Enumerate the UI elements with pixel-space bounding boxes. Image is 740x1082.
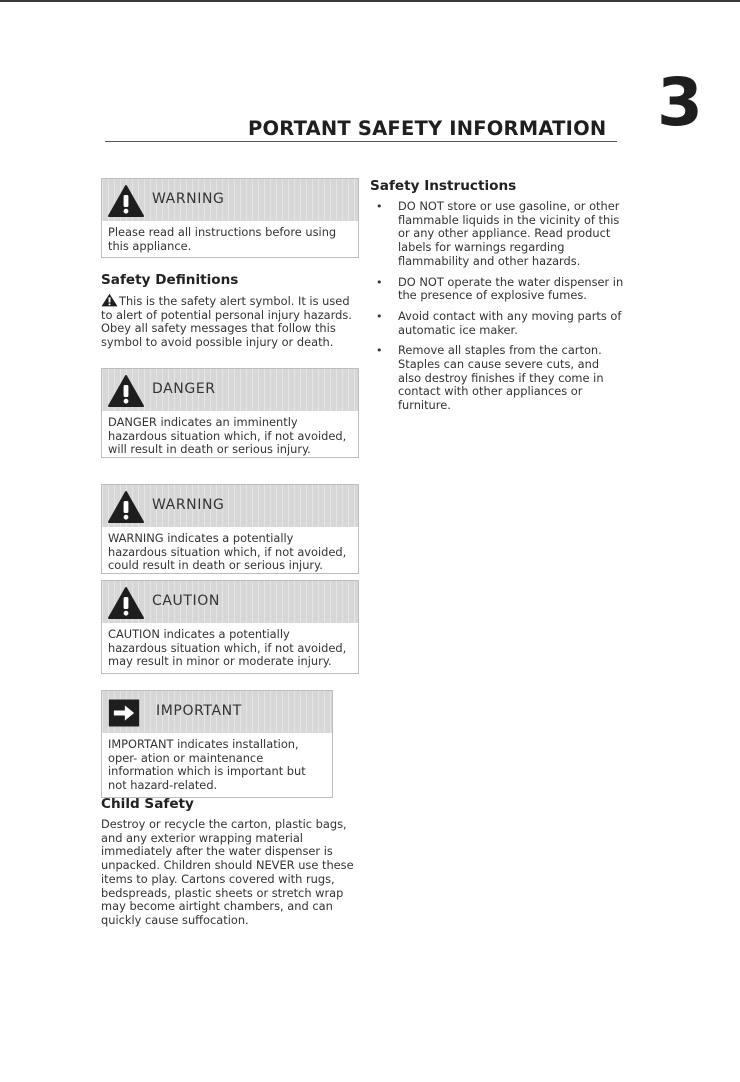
danger-box: [101, 368, 359, 458]
list-item-text: DO NOT store or use gasoline, or other flammable liquids in the vicinity of this or any other appliance. Read product labels for warnings regarding flammability and other hazards.: [398, 199, 620, 268]
warning-triangle-icon: [107, 490, 145, 524]
top-page-rule: [0, 0, 740, 2]
safety-instructions-heading: Safety Instructions: [370, 178, 517, 194]
child-safety-text: Destroy or recycle the carton, plastic bags, and any exterior wrapping material immediately after the water dispenser is unpacked. Children should NEVER use these items to play. Cartons covered with rugs, bedspreads, plastic sheets or stretch wrap may become airtight chambers, and can quickly cause suffocation.: [101, 817, 354, 927]
list-item: [370, 310, 625, 337]
safety-definitions-text: This is the safety alert symbol. It is used to alert of potential personal injury hazards. Obey all safety messages that follow this symbol to avoid possible injury or death.: [101, 294, 352, 350]
safety-definitions-paragraph: [101, 293, 357, 350]
danger-text: DANGER indicates an imminently hazardous situation which, if not avoided, will result in death or serious injury.: [108, 415, 347, 457]
bullet-marker: •: [376, 344, 383, 358]
important-label: IMPORTANT: [156, 703, 242, 719]
danger-header: [102, 369, 358, 411]
section-title: PORTANT SAFETY INFORMATION: [248, 117, 607, 140]
list-item: [370, 200, 625, 269]
list-item-text: Avoid contact with any moving parts of automatic ice maker.: [398, 308, 622, 337]
child-safety-heading: Child Safety: [101, 796, 194, 812]
danger-triangle-icon: [107, 374, 145, 408]
important-box: [101, 690, 333, 798]
list-item: [370, 344, 625, 413]
caution-header: [102, 581, 358, 623]
caution-triangle-icon: [107, 586, 145, 620]
warning-intro-text: Please read all instructions before using this appliance.: [108, 225, 337, 253]
important-header: [102, 691, 332, 733]
warning-text: WARNING indicates a potentially hazardous situation which, if not avoided, could result in death or serious injury.: [108, 531, 347, 573]
important-text: IMPORTANT indicates installation, oper- ation or maintenance information which is important but not hazard-related.: [108, 737, 306, 793]
arrow-right-icon: [108, 698, 140, 728]
warning-intro-box: [101, 178, 359, 258]
danger-label: DANGER: [152, 381, 216, 397]
page-number: 3: [657, 64, 703, 141]
warning-intro-label: WARNING: [152, 191, 225, 207]
list-item-text: DO NOT operate the water dispenser in the presence of explosive fumes.: [398, 274, 624, 303]
warning-box: [101, 484, 359, 574]
warning-label: WARNING: [152, 497, 225, 513]
safety-instructions-list: [370, 200, 625, 420]
caution-box: [101, 580, 359, 674]
caution-text: CAUTION indicates a potentially hazardous situation which, if not avoided, may result in minor or moderate injury.: [108, 627, 347, 669]
safety-definitions-heading: Safety Definitions: [101, 272, 239, 288]
warning-header: [102, 485, 358, 527]
title-underline: [105, 141, 617, 142]
warning-triangle-icon: [107, 184, 145, 218]
bullet-marker: •: [376, 200, 383, 213]
warning-intro-header: [102, 179, 358, 221]
list-item-text: Remove all staples from the carton. Staples can cause severe cuts, and also destroy finishes if they come in contact with other appliances or furniture.: [398, 343, 604, 413]
bullet-marker: •: [376, 275, 383, 289]
bullet-marker: •: [376, 309, 383, 323]
caution-label: CAUTION: [152, 593, 220, 609]
list-item: [370, 276, 625, 303]
safety-alert-symbol-icon: [101, 293, 118, 307]
